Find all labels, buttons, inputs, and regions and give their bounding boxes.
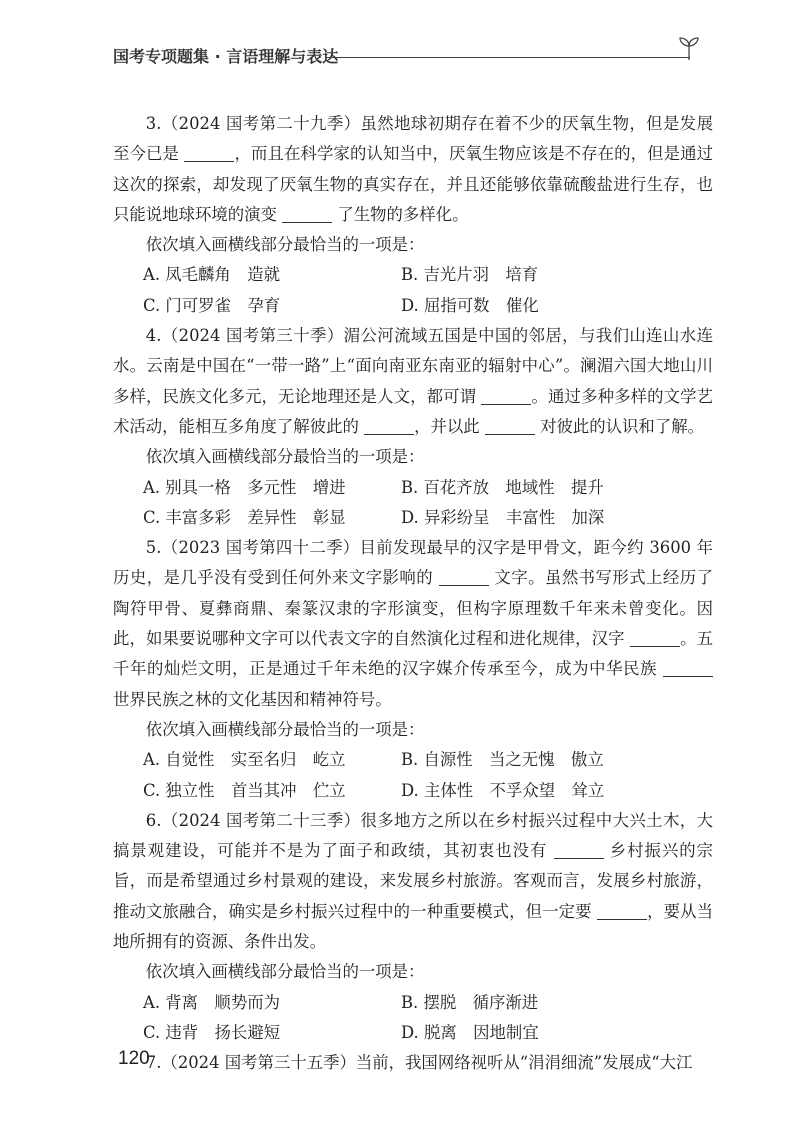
question-stem <box>113 321 713 442</box>
stem-text: ，并以此 <box>414 416 485 436</box>
stem-text: 文字。虽然书写形式上经历了陶符甲骨、夏彝商鼎、秦篆汉隶的字形演变，但构字原理数千年来未曾变化。因此，如果要说哪种文字可以代表文字的自然演化过程和进化规律，汉字 <box>113 568 713 649</box>
option-d: D. 主体性 不孚众望 耸立 <box>401 780 605 800</box>
stem-text: 3.（2024 国考第二十九季）虽然地球初期存在着不少的厌氧生物，但是发展至今已是 <box>113 114 713 164</box>
stem-text: 。通过多种多样的文学艺术活动，能相互多角度了解彼此的 <box>113 386 713 436</box>
fill-blank <box>630 630 680 647</box>
options-grid <box>113 260 713 321</box>
options-grid <box>113 988 713 1049</box>
page-number: 120 <box>118 1048 150 1069</box>
option-b: B. 百花齐放 地域性 提升 <box>401 477 604 497</box>
fill-blank <box>554 842 604 859</box>
option-c: C. 违背 扬长避短 <box>143 1022 281 1042</box>
question-stem <box>113 806 713 957</box>
options-grid <box>113 745 713 806</box>
option-a: A. 自觉性 实至名归 屹立 <box>143 750 346 770</box>
stem-text: ，要从当地所拥有的资源、条件出发。 <box>113 901 714 952</box>
stem-text: 乡村振兴的宗旨，而是希望通过乡村景观的建设，来发展乡村旅游。客观而言，发展乡村旅游，推动文旅融合，确实是乡村振兴过程中的一种重要模式，但一定要 <box>113 841 713 921</box>
fill-blank <box>481 387 531 404</box>
fill-blank <box>282 206 332 223</box>
stem-text: 。五千年的灿烂文明，正是通过千年未绝的汉字媒介传承至今，成为中华民族 <box>113 629 713 679</box>
question-stem <box>113 533 713 715</box>
stem-text: 7.（2024 国考第三十五季）当前，我国网络视听从“涓涓细流”发展成“大江 <box>145 1053 693 1073</box>
option-d: D. 异彩纷呈 丰富性 加深 <box>401 507 605 527</box>
option-b: B. 吉光片羽 培育 <box>401 265 539 285</box>
option-c: C. 门可罗雀 孕育 <box>143 295 281 315</box>
sprout-icon <box>675 34 703 62</box>
option-a: A. 背离 顺势而为 <box>143 992 280 1012</box>
stem-text: ，而且在科学家的认知当中，厌氧生物应该是不存在的，但是通过这次的探索，却发现了厌氧生物的真实存在，并且还能够依靠硫酸盐进行生存，也只能说地球环境的演变 <box>113 144 714 224</box>
option-a: A. 别具一格 多元性 增进 <box>143 477 346 497</box>
option-b: B. 摆脱 循序渐进 <box>401 992 539 1012</box>
stem-text: 4.（2024 国考第三十季）湄公河流域五国是中国的邻居，与我们山连山水连水。云南是中国在“一带一路”上“面向南亚东南亚的辐射中心”。澜湄六国大地山川多样，民族文化多元，无论地理还是人文，都可谓 <box>113 326 713 406</box>
question-prompt: 依次填入画横线部分最恰当的一项是： <box>145 719 425 739</box>
fill-blank <box>663 660 713 677</box>
fill-blank <box>485 418 535 435</box>
option-c: C. 丰富多彩 差异性 彰显 <box>143 507 346 527</box>
options-grid <box>113 473 713 534</box>
page-content <box>113 109 713 1079</box>
option-b: B. 自源性 当之无愧 傲立 <box>401 750 604 770</box>
question-prompt: 依次填入画横线部分最恰当的一项是： <box>145 235 425 255</box>
stem-text: 了生物的多样化。 <box>332 204 469 224</box>
fill-blank <box>439 569 489 586</box>
question-stem <box>113 1048 713 1078</box>
stem-text: 对彼此的认识和了解。 <box>534 416 704 436</box>
question-prompt: 依次填入画横线部分最恰当的一项是： <box>145 447 425 467</box>
fill-blank <box>597 902 647 919</box>
header-title: 国考专项题集 · 言语理解与表达 <box>113 47 339 66</box>
fill-blank <box>364 418 414 435</box>
option-c: C. 独立性 首当其冲 伫立 <box>143 780 346 800</box>
header-rule <box>325 57 690 58</box>
stem-text: 世界民族之林的文化基因和精神符号。 <box>113 689 392 709</box>
question-stem <box>113 109 713 230</box>
fill-blank <box>184 145 234 162</box>
option-d: D. 脱离 因地制宜 <box>401 1022 539 1042</box>
question-prompt: 依次填入画横线部分最恰当的一项是： <box>145 962 425 982</box>
option-a: A. 凤毛麟角 造就 <box>143 265 280 285</box>
stem-text: 5.（2023 国考第四十二季）目前发现最早的汉字是甲骨文，距今约 3600 年历史，是几乎没有受到任何外来文字影响的 <box>113 538 713 588</box>
stem-text: 6.（2024 国考第二十三季）很多地方之所以在乡村振兴过程中大兴土木，大搞景观建设，可能并不是为了面子和政绩，其初衷也没有 <box>113 810 713 861</box>
option-d: D. 屈指可数 催化 <box>401 295 539 315</box>
running-header <box>113 30 703 70</box>
